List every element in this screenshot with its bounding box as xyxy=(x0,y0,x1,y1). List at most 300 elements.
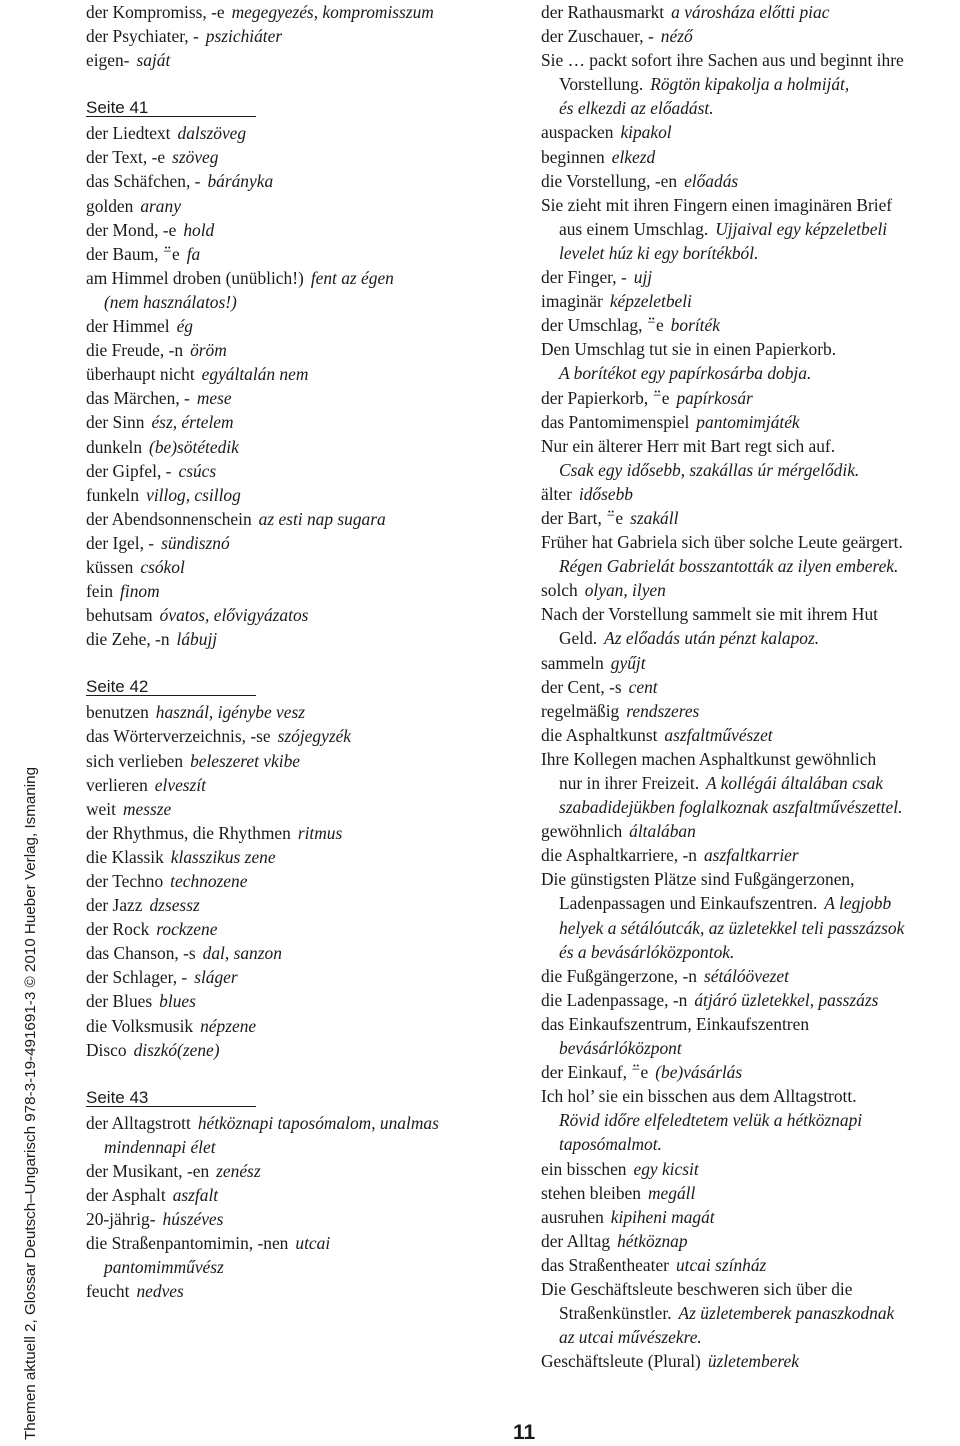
hungarian-translation: dzsessz xyxy=(149,895,200,916)
german-sentence-continued: Vorstellung. xyxy=(559,74,644,95)
hungarian-translation: (be)sötétedik xyxy=(149,436,239,457)
entries-seite-42 xyxy=(86,700,526,1061)
german-term: der Rock xyxy=(86,919,150,940)
glossary-entry xyxy=(86,724,526,748)
glossary-entry xyxy=(86,531,526,555)
glossary-entry xyxy=(86,917,526,941)
entries-seite-43 xyxy=(86,1111,526,1304)
sentence-line xyxy=(541,1277,960,1301)
sentence-line xyxy=(541,747,960,771)
german-sentence: Ihre Kollegen machen Asphaltkunst gewöhnlich xyxy=(541,748,877,769)
hungarian-translation: mese xyxy=(196,388,232,409)
hungarian-translation: csúcs xyxy=(178,460,217,481)
hungarian-translation: rendszeres xyxy=(626,700,700,721)
german-term: fein xyxy=(86,581,114,602)
german-term: gewöhnlich xyxy=(541,821,623,842)
glossary-entry xyxy=(541,1157,960,1181)
glossary-entry xyxy=(86,555,526,579)
hungarian-sentence: taposómalmot. xyxy=(559,1134,662,1155)
hungarian-translation: dalszöveg xyxy=(177,123,247,144)
hungarian-translation: ujj xyxy=(633,267,653,288)
german-term: der Abendsonnenschein xyxy=(86,508,252,529)
hungarian-translation: megáll xyxy=(647,1182,696,1203)
german-term: sich verlieben xyxy=(86,750,184,771)
german-term: das Märchen, - xyxy=(86,388,190,409)
hungarian-sentence-continued: helyek a sétálóutcák, az üzletekkel teli passzázsok xyxy=(559,917,905,938)
german-term: der Kompromiss, -e xyxy=(86,2,225,22)
glossary-entry xyxy=(86,169,526,193)
glossary-entry xyxy=(86,941,526,965)
german-term: verlieren xyxy=(86,774,148,795)
hungarian-translation-continued: pantomimművész xyxy=(104,1257,224,1278)
hungarian-translation: aszfaltkarrier xyxy=(703,845,799,866)
hungarian-sentence-continued: levelet húz ki egy borítékból. xyxy=(559,242,759,263)
german-term: die Straßenpantomimin, -nen xyxy=(86,1233,289,1254)
german-sentence-continued: Straßenkünstler. xyxy=(559,1303,672,1324)
german-term: das Pantomimenspiel xyxy=(541,411,690,432)
hungarian-translation: zenész xyxy=(216,1160,261,1181)
glossary-entry xyxy=(86,194,526,218)
glossary-entry xyxy=(86,1111,526,1159)
german-term: behutsam xyxy=(86,605,153,626)
german-term: ausruhen xyxy=(541,1206,604,1227)
hungarian-translation: cent xyxy=(628,676,658,697)
glossary-entry xyxy=(541,289,960,313)
hungarian-translation-continued: mindennapi élet xyxy=(104,1136,216,1157)
german-term: imaginär xyxy=(541,291,603,312)
sentence-line xyxy=(541,48,960,72)
german-term: der Psychiater, - xyxy=(86,26,199,47)
glossary-entry xyxy=(541,988,960,1012)
sentence-line xyxy=(541,626,960,650)
section-heading-seite-42: Seite 42 xyxy=(86,675,256,696)
section-heading-seite-41: Seite 41 xyxy=(86,96,256,117)
german-term: beginnen xyxy=(541,146,605,167)
german-term: Geschäftsleute (Plural) xyxy=(541,1351,701,1372)
glossary-entry xyxy=(86,1159,526,1183)
sentence-line xyxy=(541,458,960,482)
glossary-entry xyxy=(86,965,526,989)
hungarian-translation: hétköznap xyxy=(617,1230,688,1251)
german-term: der Cent, -s xyxy=(541,676,622,697)
hungarian-translation: átjáró üzletekkel, passzázs xyxy=(694,989,879,1010)
sentence-line xyxy=(541,891,960,915)
german-sentence: Die günstigsten Plätze sind Fußgängerzonen, xyxy=(541,869,855,890)
hungarian-translation: finom xyxy=(120,581,160,602)
section-heading-seite-43: Seite 43 xyxy=(86,1086,256,1107)
hungarian-translation: klasszikus zene xyxy=(170,846,276,867)
glossary-entry xyxy=(86,386,526,410)
glossary-entry xyxy=(86,749,526,773)
hungarian-translation: bevásárlóközpont xyxy=(559,1038,682,1059)
german-term: die Fußgängerzone, -n xyxy=(541,965,697,986)
german-term: der Alltag xyxy=(541,1230,611,1251)
hungarian-translation: dal, sanzon xyxy=(202,943,282,964)
glossary-entry xyxy=(86,627,526,651)
glossary-entry xyxy=(86,1279,526,1303)
hungarian-sentence: Az előadás után pénzt kalapoz. xyxy=(604,628,820,649)
hungarian-translation: megegyezés, kompromisszum xyxy=(231,2,434,22)
german-term: das Chanson, -s xyxy=(86,943,196,964)
german-term: die Asphaltkarriere, -n xyxy=(541,845,697,866)
hungarian-translation: beleszeret vkibe xyxy=(190,750,300,771)
hungarian-translation: sláger xyxy=(194,967,238,988)
glossary-entry xyxy=(86,845,526,869)
hungarian-translation: óvatos, elővigyázatos xyxy=(159,605,309,626)
hungarian-translation: idősebb xyxy=(578,483,634,504)
hungarian-translation: lábujj xyxy=(176,629,218,650)
glossary-entry xyxy=(86,989,526,1013)
hungarian-translation: elveszít xyxy=(154,774,206,795)
copyright-text: Themen aktuell 2, Glossar Deutsch–Ungarisch 978-3-19-491691-3 © 2010 Hueber Verlag, Ismaning xyxy=(22,766,39,1440)
entries-seite-41 xyxy=(86,121,526,651)
glossary-entry xyxy=(86,1038,526,1062)
glossary-entry xyxy=(541,843,960,867)
german-term: der Finger, - xyxy=(541,267,627,288)
hungarian-translation: szójegyzék xyxy=(277,726,352,747)
hungarian-sentence: Csak egy idősebb, szakállas úr mérgelődik. xyxy=(559,459,860,480)
german-term: überhaupt nicht xyxy=(86,364,195,385)
sentence-line xyxy=(541,940,960,964)
hungarian-translation: utcai xyxy=(295,1233,331,1254)
german-sentence: Den Umschlag tut sie in einen Papierkorb. xyxy=(541,339,837,360)
glossary-entry xyxy=(541,169,960,193)
german-term: stehen bleiben xyxy=(541,1182,641,1203)
hungarian-translation: sündisznó xyxy=(161,532,230,553)
sentence-line xyxy=(541,530,960,554)
sentence-line xyxy=(541,916,960,940)
hungarian-sentence-continued: szabadidejükben foglalkoznak aszfaltművészettel. xyxy=(559,797,903,818)
german-term: älter xyxy=(541,483,572,504)
sentence-line xyxy=(541,361,960,385)
hungarian-translation: pszichiáter xyxy=(205,26,283,47)
sentence-line xyxy=(541,1301,960,1325)
german-term: der Himmel xyxy=(86,316,170,337)
hungarian-translation: arany xyxy=(140,195,181,216)
glossary-entry xyxy=(541,145,960,169)
example-sentence xyxy=(541,530,960,578)
glossary-entry xyxy=(541,964,960,988)
german-sentence-continued: Ladenpassagen und Einkaufszentren. xyxy=(559,893,818,914)
sentence-line xyxy=(541,241,960,265)
glossary-entry xyxy=(86,218,526,242)
german-term: Disco xyxy=(86,1039,127,1060)
hungarian-translation: messze xyxy=(122,798,172,819)
example-sentence xyxy=(541,602,960,650)
hungarian-translation: csókol xyxy=(140,556,185,577)
german-term: der Alltagstrott xyxy=(86,1112,191,1133)
german-sentence-continued: nur in ihrer Freizeit. xyxy=(559,773,700,793)
glossary-entry xyxy=(86,266,526,314)
glossary-entry xyxy=(541,313,960,337)
german-term: der Bart, ⁻̈e xyxy=(541,507,624,528)
german-term: die Zehe, -n xyxy=(86,629,170,650)
glossary-entry xyxy=(86,0,526,24)
glossary-entry xyxy=(86,893,526,917)
german-term: der Papierkorb, ⁻̈e xyxy=(541,387,670,408)
german-term: das Wörterverzeichnis, -se xyxy=(86,726,271,747)
german-term: der Umschlag, ⁻̈e xyxy=(541,315,664,336)
sentence-line xyxy=(541,554,960,578)
glossary-entry xyxy=(86,314,526,338)
german-term: das Einkaufszentrum, Einkaufszentren xyxy=(541,1013,810,1034)
hungarian-translation: pantomimjáték xyxy=(696,411,800,432)
german-term: der Schlager, - xyxy=(86,967,188,988)
glossary-entry xyxy=(86,338,526,362)
hungarian-translation: egy kicsit xyxy=(633,1158,699,1179)
example-sentence xyxy=(541,48,960,120)
german-term: 20-jährig- xyxy=(86,1209,156,1230)
sentence-line xyxy=(541,337,960,361)
german-term: der Techno xyxy=(86,871,164,891)
german-term: die Vorstellung, -en xyxy=(541,170,678,191)
glossary-entry xyxy=(541,1229,960,1253)
glossary-entry xyxy=(541,675,960,699)
right-column xyxy=(541,0,960,1373)
page-number: 11 xyxy=(513,1421,536,1444)
glossary-entry xyxy=(541,699,960,723)
glossary-entry xyxy=(86,24,526,48)
hungarian-translation: üzletemberek xyxy=(707,1351,799,1372)
german-term: der Sinn xyxy=(86,412,145,433)
hungarian-sentence-continued: és a bevásárlóközpontok. xyxy=(559,941,735,962)
hungarian-translation: használ, igénybe vesz xyxy=(155,702,306,723)
hungarian-sentence: Rövid időre elfeledtetem velük a hétköznapi xyxy=(559,1110,863,1131)
german-term: der Musikant, -en xyxy=(86,1160,210,1181)
hungarian-translation: nedves xyxy=(136,1281,184,1302)
hungarian-translation: technozene xyxy=(170,871,248,891)
example-sentence xyxy=(541,867,960,963)
glossary-entry xyxy=(541,1012,960,1060)
hungarian-sentence: A borítékot egy papírkosárba dobja. xyxy=(559,363,812,384)
german-term: der Blues xyxy=(86,991,153,1012)
glossary-entry xyxy=(541,482,960,506)
hungarian-translation: diszkó(zene) xyxy=(133,1039,220,1060)
glossary-entry xyxy=(541,0,960,24)
glossary-entry xyxy=(86,362,526,386)
sentence-line xyxy=(541,434,960,458)
german-term: das Schäfchen, - xyxy=(86,171,201,192)
glossary-entry xyxy=(86,797,526,821)
german-sentence: Sie zieht mit ihren Fingern einen imaginären Brief xyxy=(541,194,893,215)
hungarian-translation: villog, csillog xyxy=(146,484,241,505)
hungarian-translation: blues xyxy=(159,991,196,1012)
glossary-entry xyxy=(86,1207,526,1231)
sentence-line xyxy=(541,795,960,819)
glossary-entry xyxy=(541,651,960,675)
german-term: eigen- xyxy=(86,50,130,71)
copyright-sidebar xyxy=(0,0,39,1446)
glossary-entry xyxy=(86,410,526,434)
glossary-entry xyxy=(86,459,526,483)
german-sentence-continued: Geld. xyxy=(559,628,598,649)
hungarian-translation: papírkosár xyxy=(676,387,753,408)
hungarian-translation: aszfaltművészet xyxy=(664,724,773,745)
hungarian-translation: fa xyxy=(186,243,201,264)
hungarian-translation: egyáltalán nem xyxy=(201,364,309,385)
glossary-entry xyxy=(541,24,960,48)
glossary-entry xyxy=(86,483,526,507)
german-term: golden xyxy=(86,195,134,216)
example-sentence xyxy=(541,1277,960,1349)
german-sentence: Nur ein älterer Herr mit Bart regt sich auf. xyxy=(541,435,836,456)
glossary-entry xyxy=(541,506,960,530)
glossary-entry xyxy=(541,120,960,144)
sentence-line xyxy=(541,771,960,795)
hungarian-translation-continued: (nem használatos!) xyxy=(104,291,237,312)
german-term: dunkeln xyxy=(86,436,143,457)
hungarian-translation: a városháza előtti piac xyxy=(671,2,830,22)
hungarian-translation: bárányka xyxy=(207,171,274,192)
glossary-entry xyxy=(86,1183,526,1207)
german-term: solch xyxy=(541,580,578,601)
glossary-entry xyxy=(541,1205,960,1229)
hungarian-translation: kipakol xyxy=(620,122,672,143)
glossary-entry xyxy=(86,1231,526,1279)
glossary-entry xyxy=(86,242,526,266)
hungarian-translation: utcai színház xyxy=(675,1254,767,1275)
hungarian-translation: (be)vásárlás xyxy=(655,1062,743,1083)
german-term: der Jazz xyxy=(86,895,143,916)
glossary-entry xyxy=(541,723,960,747)
glossary-entry xyxy=(541,578,960,602)
german-term: der Igel, - xyxy=(86,532,155,553)
hungarian-translation: képzeletbeli xyxy=(609,291,692,312)
glossary-entry xyxy=(86,121,526,145)
hungarian-sentence-continued: és elkezdi az előadást. xyxy=(559,98,714,119)
glossary-entry xyxy=(541,819,960,843)
hungarian-translation: szakáll xyxy=(630,507,679,528)
german-sentence: Nach der Vorstellung sammelt sie mit ihrem Hut xyxy=(541,604,878,625)
german-term: die Klassik xyxy=(86,846,164,867)
sentence-line xyxy=(541,867,960,891)
sentence-line xyxy=(541,193,960,217)
glossary-entry xyxy=(541,410,960,434)
hungarian-translation: néző xyxy=(660,26,693,47)
hungarian-translation: általában xyxy=(629,821,696,842)
sentence-line xyxy=(541,1325,960,1349)
hungarian-translation: olyan, ilyen xyxy=(584,580,666,601)
german-term: der Asphalt xyxy=(86,1185,166,1206)
hungarian-translation: saját xyxy=(136,50,171,71)
hungarian-sentence-continued: az utcai művészekre. xyxy=(559,1327,702,1348)
german-term: weit xyxy=(86,798,116,819)
german-term: der Rathausmarkt xyxy=(541,2,665,22)
german-term: der Gipfel, - xyxy=(86,460,172,481)
glossary-entry xyxy=(86,507,526,531)
sentence-line xyxy=(541,217,960,241)
glossary-entry xyxy=(86,869,526,893)
glossary-entry xyxy=(86,821,526,845)
hungarian-translation: ég xyxy=(176,316,193,337)
example-sentence xyxy=(541,747,960,819)
hungarian-sentence: Rögtön kipakolja a holmiját, xyxy=(650,74,850,95)
sentence-line xyxy=(541,1108,960,1132)
glossary-entry xyxy=(541,265,960,289)
hungarian-translation: rockzene xyxy=(156,919,218,940)
hungarian-translation: sétálóövezet xyxy=(703,965,789,986)
hungarian-translation: gyűjt xyxy=(610,652,646,673)
german-term: sammeln xyxy=(541,652,604,673)
hungarian-translation: népzene xyxy=(200,1015,257,1036)
entries-top xyxy=(86,0,526,72)
hungarian-translation: húszéves xyxy=(162,1209,224,1230)
hungarian-sentence: Az üzletemberek panaszkodnak xyxy=(678,1303,895,1324)
glossary-entry xyxy=(86,435,526,459)
hungarian-translation: előadás xyxy=(684,170,739,191)
german-term: regelmäßig xyxy=(541,700,620,721)
example-sentence xyxy=(541,1084,960,1156)
german-term: die Freude, -n xyxy=(86,340,184,361)
german-term: ein bisschen xyxy=(541,1158,627,1179)
hungarian-translation: elkezd xyxy=(611,146,656,167)
german-sentence: Ich hol’ sie ein bisschen aus dem Alltagstrott. xyxy=(541,1086,857,1107)
hungarian-translation: boríték xyxy=(670,315,720,336)
hungarian-translation: kipiheni magát xyxy=(610,1206,715,1227)
sentence-line xyxy=(541,1132,960,1156)
hungarian-translation: ritmus xyxy=(297,822,343,843)
glossary-entry xyxy=(86,48,526,72)
german-term: der Einkauf, ⁻̈e xyxy=(541,1062,649,1083)
german-term: der Rhythmus, die Rhythmen xyxy=(86,822,291,843)
sentence-line xyxy=(541,72,960,96)
german-term: benutzen xyxy=(86,702,149,723)
hungarian-translation: ész, értelem xyxy=(151,412,234,433)
german-term: auspacken xyxy=(541,122,614,143)
glossary-entry xyxy=(86,603,526,627)
german-term: die Asphaltkunst xyxy=(541,724,658,745)
german-term: der Zuschauer, - xyxy=(541,26,654,47)
german-sentence: Früher hat Gabriela sich über solche Leute geärgert. xyxy=(541,532,903,553)
german-term: der Baum, ⁻̈e xyxy=(86,243,180,264)
german-term: der Liedtext xyxy=(86,123,171,144)
german-term: funkeln xyxy=(86,484,140,505)
german-term: am Himmel droben (unüblich!) xyxy=(86,267,304,288)
example-sentence xyxy=(541,337,960,385)
glossary-entry xyxy=(541,386,960,410)
hungarian-translation: fent az égen xyxy=(310,267,394,288)
german-term: die Ladenpassage, -n xyxy=(541,989,688,1010)
sentence-line xyxy=(541,1084,960,1108)
glossary-entry xyxy=(86,1014,526,1038)
hungarian-sentence: A kollégái általában csak xyxy=(706,773,883,793)
hungarian-translation: öröm xyxy=(190,340,227,361)
hungarian-translation: az esti nap sugara xyxy=(258,508,386,529)
glossary-entry xyxy=(86,145,526,169)
german-term: die Volksmusik xyxy=(86,1015,194,1036)
german-sentence: Sie … packt sofort ihre Sachen aus und beginnt ihre xyxy=(541,50,904,71)
sentence-line xyxy=(541,96,960,120)
glossary-entry xyxy=(86,773,526,797)
example-sentence xyxy=(541,193,960,265)
hungarian-translation: hétköznapi taposómalom, unalmas xyxy=(197,1112,439,1133)
german-sentence-continued: aus einem Umschlag. xyxy=(559,218,709,239)
example-sentence xyxy=(541,434,960,482)
german-term: das Straßentheater xyxy=(541,1254,669,1275)
hungarian-sentence: Ujjaival egy képzeletbeli xyxy=(715,218,888,239)
sentence-line xyxy=(541,602,960,626)
hungarian-sentence: A legjobb xyxy=(824,893,892,914)
glossary-entry xyxy=(541,1060,960,1084)
german-term: feucht xyxy=(86,1281,130,1302)
hungarian-translation: aszfalt xyxy=(172,1185,219,1206)
left-column xyxy=(86,0,526,1304)
glossary-entry xyxy=(541,1253,960,1277)
hungarian-translation: szöveg xyxy=(172,147,219,168)
german-term: küssen xyxy=(86,556,134,577)
glossary-entry xyxy=(541,1349,960,1373)
glossary-entry xyxy=(86,700,526,724)
